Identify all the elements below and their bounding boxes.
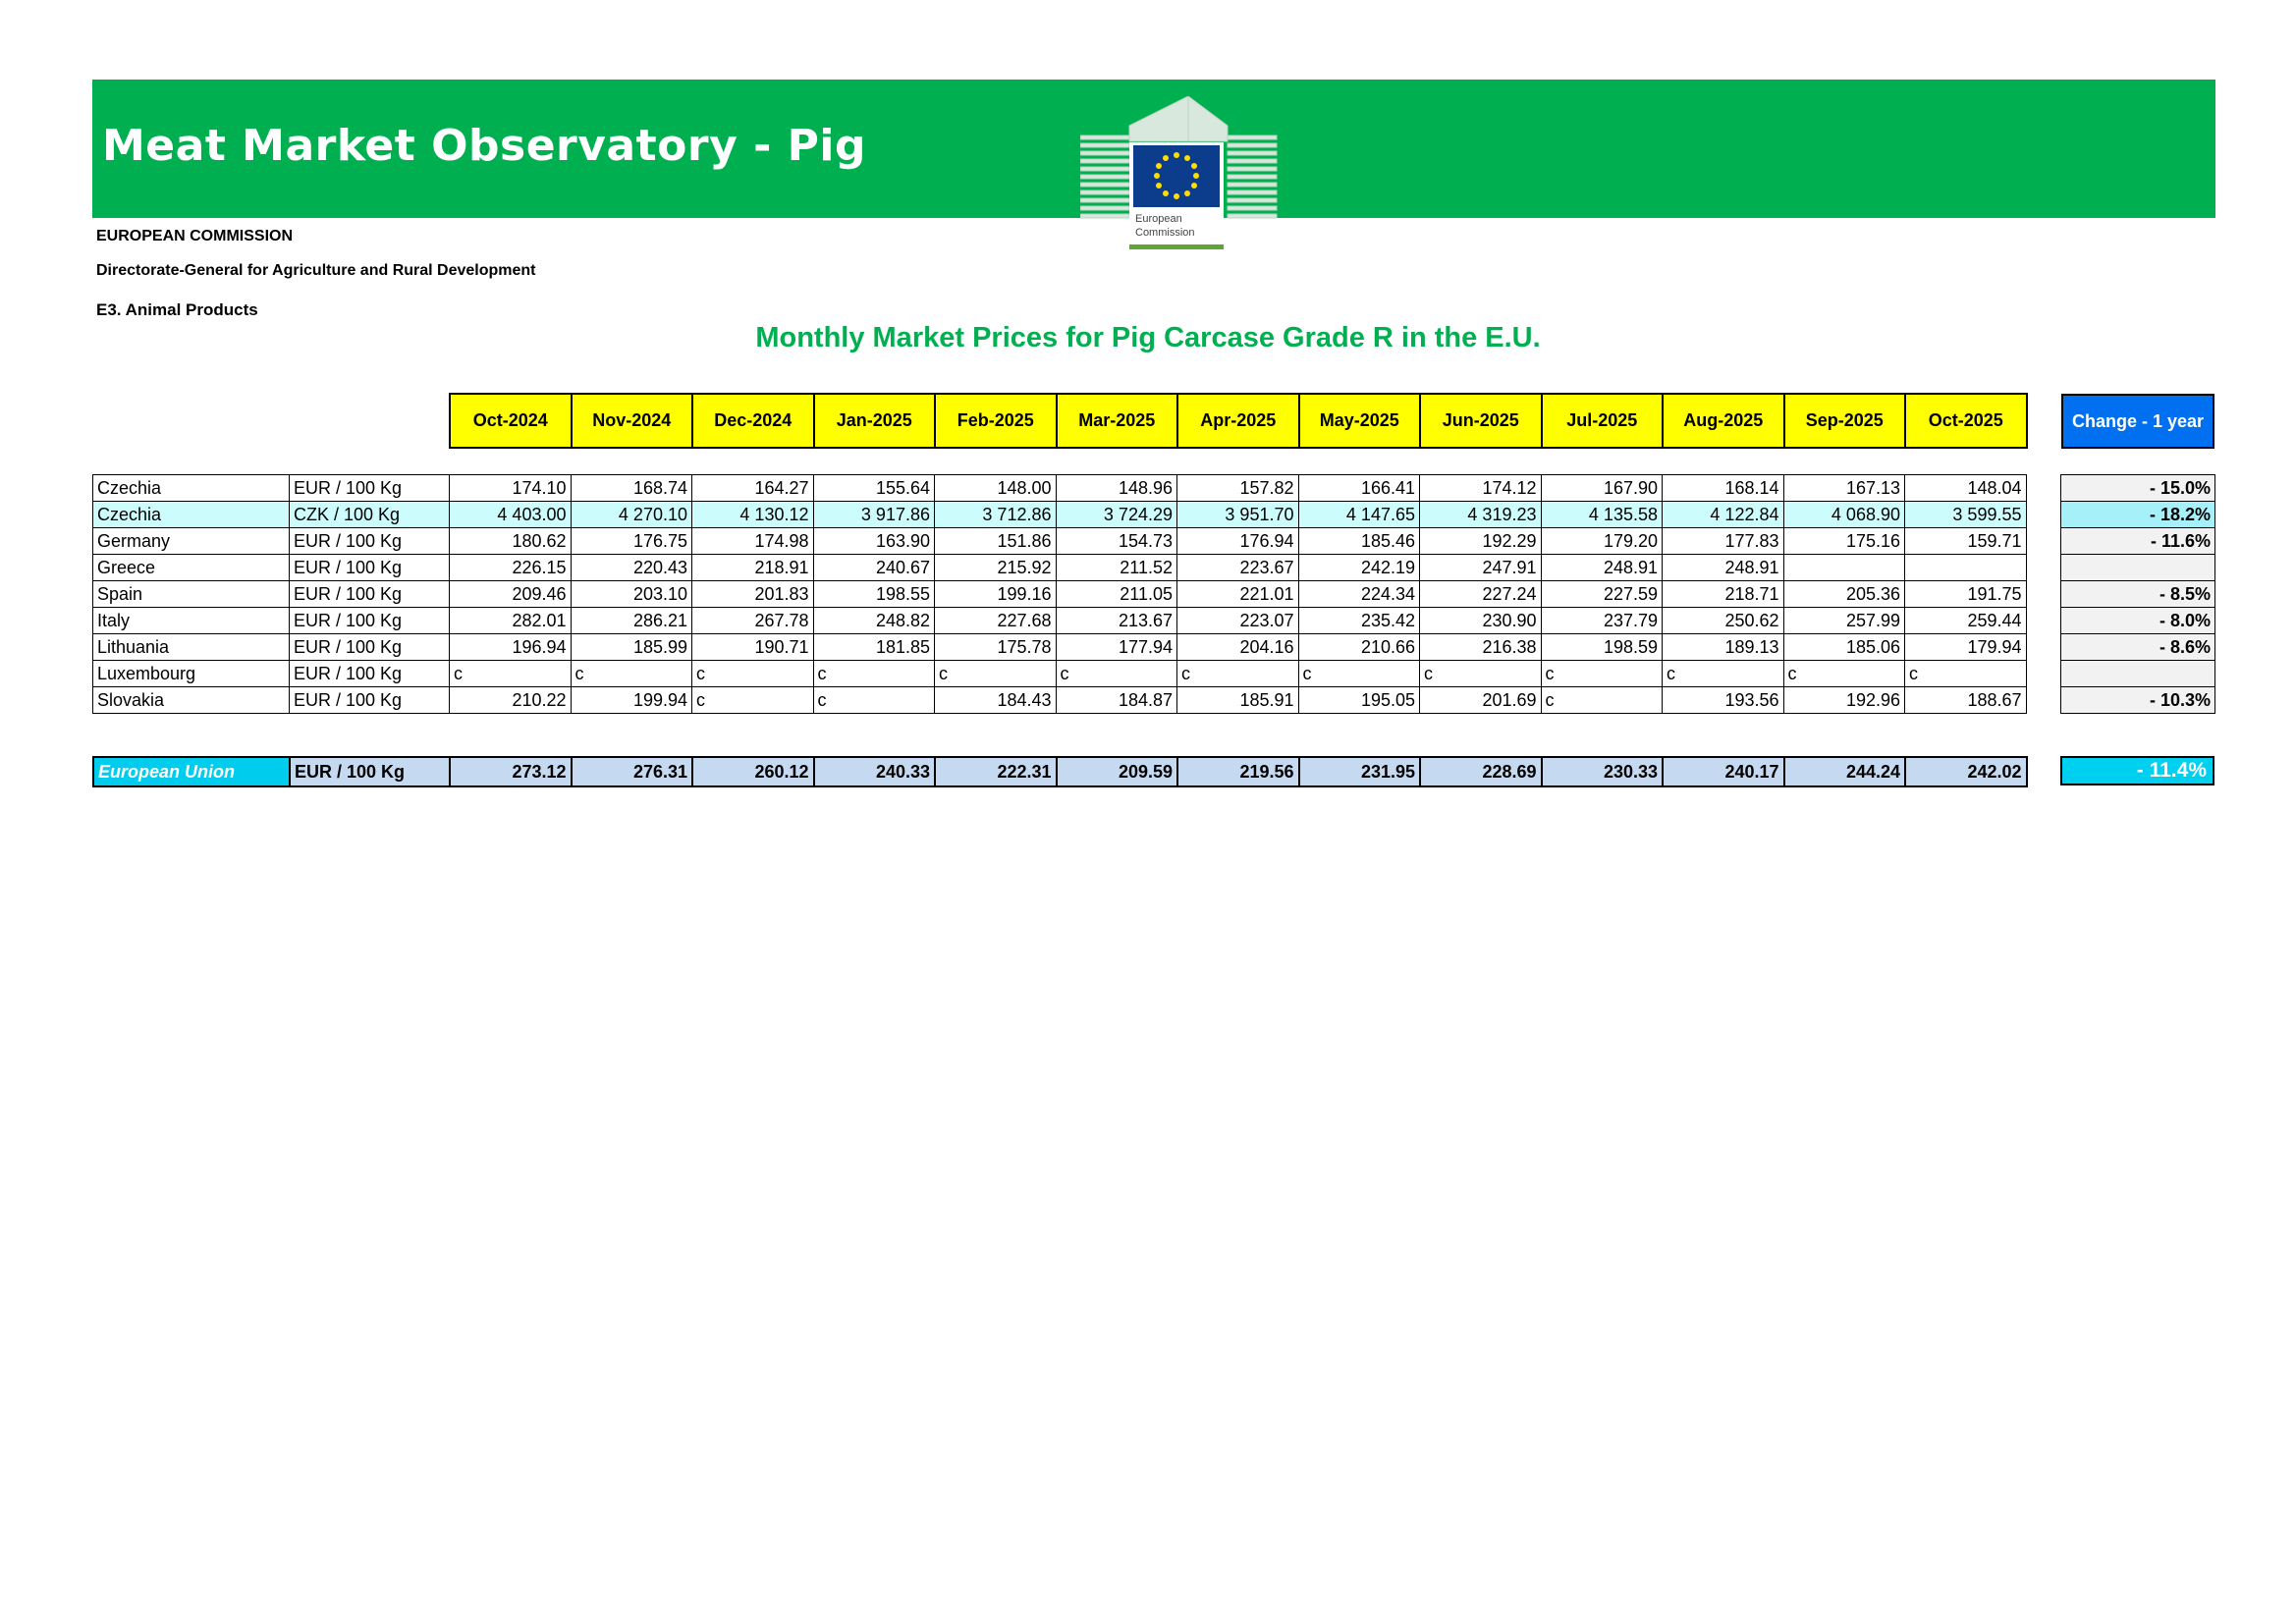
price-cell: 201.83 — [692, 581, 814, 608]
country-cell: Slovakia — [93, 687, 290, 714]
price-cell: 250.62 — [1663, 608, 1784, 634]
unit-cell: EUR / 100 Kg — [290, 661, 450, 687]
price-cell: 174.10 — [450, 475, 572, 502]
table-row — [93, 555, 2027, 581]
price-cell: 168.74 — [571, 475, 692, 502]
unit-cell: EUR / 100 Kg — [290, 528, 450, 555]
price-cell: 230.90 — [1420, 608, 1542, 634]
month-header: Nov-2024 — [572, 394, 693, 448]
price-cell — [1905, 555, 2027, 581]
unit-cell: EUR / 100 Kg — [290, 687, 450, 714]
price-cell: 185.06 — [1783, 634, 1905, 661]
price-cell: 247.91 — [1420, 555, 1542, 581]
price-cell: 235.42 — [1298, 608, 1420, 634]
price-cell: c — [1663, 661, 1784, 687]
price-cell: 177.94 — [1056, 634, 1177, 661]
unit-cell: EUR / 100 Kg — [290, 475, 450, 502]
price-cell: 198.59 — [1541, 634, 1663, 661]
table-row — [93, 608, 2027, 634]
table-row — [93, 475, 2027, 502]
price-cell: 195.05 — [1298, 687, 1420, 714]
country-price-table — [92, 474, 2027, 714]
price-cell: 4 122.84 — [1663, 502, 1784, 528]
price-cell: 211.05 — [1056, 581, 1177, 608]
change-cell: - 10.3% — [2061, 687, 2215, 714]
price-cell: 4 130.12 — [692, 502, 814, 528]
price-cell: 205.36 — [1783, 581, 1905, 608]
price-cell: 148.00 — [935, 475, 1057, 502]
price-cell: 3 917.86 — [813, 502, 935, 528]
unit-cell: EUR / 100 Kg — [290, 608, 450, 634]
price-cell: 175.16 — [1783, 528, 1905, 555]
price-cell: 203.10 — [571, 581, 692, 608]
price-cell: 237.79 — [1541, 608, 1663, 634]
country-cell: Italy — [93, 608, 290, 634]
price-cell: 210.66 — [1298, 634, 1420, 661]
eu-price-cell: 240.33 — [814, 757, 936, 786]
price-cell: 215.92 — [935, 555, 1057, 581]
price-cell: 167.90 — [1541, 475, 1663, 502]
price-cell: c — [1783, 661, 1905, 687]
month-header: Dec-2024 — [692, 394, 814, 448]
price-cell: 216.38 — [1420, 634, 1542, 661]
price-cell: 227.59 — [1541, 581, 1663, 608]
price-cell: 4 147.65 — [1298, 502, 1420, 528]
price-cell: 4 403.00 — [450, 502, 572, 528]
price-cell: 196.94 — [450, 634, 572, 661]
price-cell: 177.83 — [1663, 528, 1784, 555]
price-cell: 176.75 — [571, 528, 692, 555]
change-column — [2060, 474, 2215, 714]
price-cell: 3 599.55 — [1905, 502, 2027, 528]
price-cell: 166.41 — [1298, 475, 1420, 502]
org-unit: E3. Animal Products — [96, 300, 258, 319]
month-header: Jul-2025 — [1542, 394, 1664, 448]
price-cell: 174.12 — [1420, 475, 1542, 502]
change-1-year-header: Change - 1 year — [2061, 394, 2214, 449]
change-row — [2061, 608, 2215, 634]
price-cell: 151.86 — [935, 528, 1057, 555]
eu-price-cell: 228.69 — [1420, 757, 1542, 786]
change-cell — [2061, 661, 2215, 687]
price-cell: c — [571, 661, 692, 687]
price-cell: 198.55 — [813, 581, 935, 608]
price-cell: 155.64 — [813, 475, 935, 502]
change-row — [2061, 555, 2215, 581]
eu-unit-cell: EUR / 100 Kg — [290, 757, 450, 786]
price-cell: 248.91 — [1663, 555, 1784, 581]
price-cell: 4 135.58 — [1541, 502, 1663, 528]
price-cell: 3 951.70 — [1177, 502, 1299, 528]
price-cell: 267.78 — [692, 608, 814, 634]
price-cell: 157.82 — [1177, 475, 1299, 502]
price-cell: 213.67 — [1056, 608, 1177, 634]
org-commission: EUROPEAN COMMISSION — [96, 228, 294, 244]
change-cell: - 8.5% — [2061, 581, 2215, 608]
price-cell: 282.01 — [450, 608, 572, 634]
eu-price-cell: 231.95 — [1299, 757, 1421, 786]
month-header-row — [449, 393, 2028, 449]
price-cell: 223.07 — [1177, 608, 1299, 634]
country-cell: Luxembourg — [93, 661, 290, 687]
price-cell: 167.13 — [1783, 475, 1905, 502]
price-cell: 164.27 — [692, 475, 814, 502]
change-cell: - 18.2% — [2061, 502, 2215, 528]
price-cell: 179.20 — [1541, 528, 1663, 555]
price-cell: 210.22 — [450, 687, 572, 714]
price-cell: 191.75 — [1905, 581, 2027, 608]
change-cell: - 15.0% — [2061, 475, 2215, 502]
price-cell: 179.94 — [1905, 634, 2027, 661]
price-cell: 240.67 — [813, 555, 935, 581]
price-cell: 185.46 — [1298, 528, 1420, 555]
european-commission-logo — [1080, 96, 1306, 253]
change-row — [2061, 661, 2215, 687]
eu-name-cell: European Union — [93, 757, 290, 786]
country-cell: Czechia — [93, 475, 290, 502]
month-header: Sep-2025 — [1784, 394, 1906, 448]
price-cell: 259.44 — [1905, 608, 2027, 634]
price-cell: 159.71 — [1905, 528, 2027, 555]
month-header: Oct-2024 — [450, 394, 572, 448]
price-cell: 154.73 — [1056, 528, 1177, 555]
table-row — [93, 581, 2027, 608]
country-cell: Czechia — [93, 502, 290, 528]
month-header: Oct-2025 — [1905, 394, 2027, 448]
month-header: Jun-2025 — [1420, 394, 1542, 448]
price-cell: 175.78 — [935, 634, 1057, 661]
price-cell: 3 712.86 — [935, 502, 1057, 528]
change-row — [2061, 687, 2215, 714]
price-cell: 185.91 — [1177, 687, 1299, 714]
price-cell: 248.91 — [1541, 555, 1663, 581]
price-cell: 185.99 — [571, 634, 692, 661]
price-cell: 4 068.90 — [1783, 502, 1905, 528]
eu-price-cell: 244.24 — [1784, 757, 1906, 786]
eu-price-cell: 260.12 — [692, 757, 814, 786]
month-header: Jan-2025 — [814, 394, 936, 448]
price-cell: 226.15 — [450, 555, 572, 581]
org-directorate: Directorate-General for Agriculture and Rural Development — [96, 262, 536, 279]
price-cell: 227.68 — [935, 608, 1057, 634]
table-row — [93, 661, 2027, 687]
unit-cell: EUR / 100 Kg — [290, 581, 450, 608]
price-cell: c — [1298, 661, 1420, 687]
month-header: Apr-2025 — [1177, 394, 1299, 448]
price-cell: 199.16 — [935, 581, 1057, 608]
change-row — [2061, 581, 2215, 608]
price-cell: 211.52 — [1056, 555, 1177, 581]
eu-price-cell: 230.33 — [1542, 757, 1664, 786]
price-cell: 286.21 — [571, 608, 692, 634]
eu-price-cell: 240.17 — [1663, 757, 1784, 786]
price-cell: 204.16 — [1177, 634, 1299, 661]
change-cell: - 8.0% — [2061, 608, 2215, 634]
change-row — [2061, 502, 2215, 528]
price-cell: c — [935, 661, 1057, 687]
country-cell: Germany — [93, 528, 290, 555]
price-cell: 199.94 — [571, 687, 692, 714]
price-cell: 4 319.23 — [1420, 502, 1542, 528]
unit-cell: EUR / 100 Kg — [290, 555, 450, 581]
price-cell: c — [813, 687, 935, 714]
price-cell: 227.24 — [1420, 581, 1542, 608]
price-cell: 257.99 — [1783, 608, 1905, 634]
table-row — [93, 502, 2027, 528]
price-cell: c — [1541, 687, 1663, 714]
price-cell: 218.71 — [1663, 581, 1784, 608]
country-cell: Spain — [93, 581, 290, 608]
table-row — [93, 528, 2027, 555]
price-cell: 174.98 — [692, 528, 814, 555]
month-header: May-2025 — [1299, 394, 1421, 448]
logo-text-line1: European — [1135, 213, 1182, 225]
unit-cell: EUR / 100 Kg — [290, 634, 450, 661]
price-cell: c — [1177, 661, 1299, 687]
eu-average-row — [92, 756, 2028, 787]
eu-change-value: - 11.4% — [2060, 756, 2214, 785]
price-cell: 192.29 — [1420, 528, 1542, 555]
table-row — [93, 687, 2027, 714]
price-cell: c — [692, 687, 814, 714]
price-cell: 168.14 — [1663, 475, 1784, 502]
price-cell: c — [1541, 661, 1663, 687]
price-cell: 220.43 — [571, 555, 692, 581]
price-cell: 188.67 — [1905, 687, 2027, 714]
price-cell: 184.43 — [935, 687, 1057, 714]
price-cell: 242.19 — [1298, 555, 1420, 581]
price-cell: 193.56 — [1663, 687, 1784, 714]
price-cell: 189.13 — [1663, 634, 1784, 661]
price-cell: 224.34 — [1298, 581, 1420, 608]
price-cell: 248.82 — [813, 608, 935, 634]
change-row — [2061, 528, 2215, 555]
price-cell: 223.67 — [1177, 555, 1299, 581]
price-cell: c — [1056, 661, 1177, 687]
price-cell: 4 270.10 — [571, 502, 692, 528]
price-cell: 148.04 — [1905, 475, 2027, 502]
logo-text-line2: Commission — [1135, 227, 1195, 239]
country-cell: Greece — [93, 555, 290, 581]
price-cell: 209.46 — [450, 581, 572, 608]
eu-price-cell: 219.56 — [1177, 757, 1299, 786]
report-title: Monthly Market Prices for Pig Carcase Grade R in the E.U. — [755, 322, 1541, 353]
table-row — [93, 634, 2027, 661]
change-row — [2061, 475, 2215, 502]
month-header: Feb-2025 — [935, 394, 1057, 448]
price-cell: c — [450, 661, 572, 687]
price-cell: 190.71 — [692, 634, 814, 661]
change-cell — [2061, 555, 2215, 581]
price-cell: c — [692, 661, 814, 687]
change-cell: - 8.6% — [2061, 634, 2215, 661]
month-header: Aug-2025 — [1663, 394, 1784, 448]
price-cell: 176.94 — [1177, 528, 1299, 555]
eu-flag-icon — [1133, 145, 1220, 207]
price-cell: 201.69 — [1420, 687, 1542, 714]
price-cell: 148.96 — [1056, 475, 1177, 502]
price-cell: 192.96 — [1783, 687, 1905, 714]
unit-cell: CZK / 100 Kg — [290, 502, 450, 528]
price-cell: 221.01 — [1177, 581, 1299, 608]
price-cell: 218.91 — [692, 555, 814, 581]
price-cell: 184.87 — [1056, 687, 1177, 714]
change-cell: - 11.6% — [2061, 528, 2215, 555]
eu-price-cell: 209.59 — [1057, 757, 1178, 786]
month-header: Mar-2025 — [1057, 394, 1178, 448]
price-cell: c — [813, 661, 935, 687]
price-cell: 163.90 — [813, 528, 935, 555]
change-row — [2061, 634, 2215, 661]
price-cell: c — [1420, 661, 1542, 687]
price-cell: 181.85 — [813, 634, 935, 661]
eu-price-cell: 222.31 — [935, 757, 1057, 786]
country-cell: Lithuania — [93, 634, 290, 661]
eu-price-cell: 242.02 — [1905, 757, 2027, 786]
eu-price-cell: 273.12 — [450, 757, 572, 786]
price-cell: 3 724.29 — [1056, 502, 1177, 528]
price-cell: 180.62 — [450, 528, 572, 555]
eu-price-cell: 276.31 — [572, 757, 693, 786]
page-title: Meat Market Observatory - Pig — [102, 121, 866, 171]
price-cell — [1783, 555, 1905, 581]
price-cell: c — [1905, 661, 2027, 687]
